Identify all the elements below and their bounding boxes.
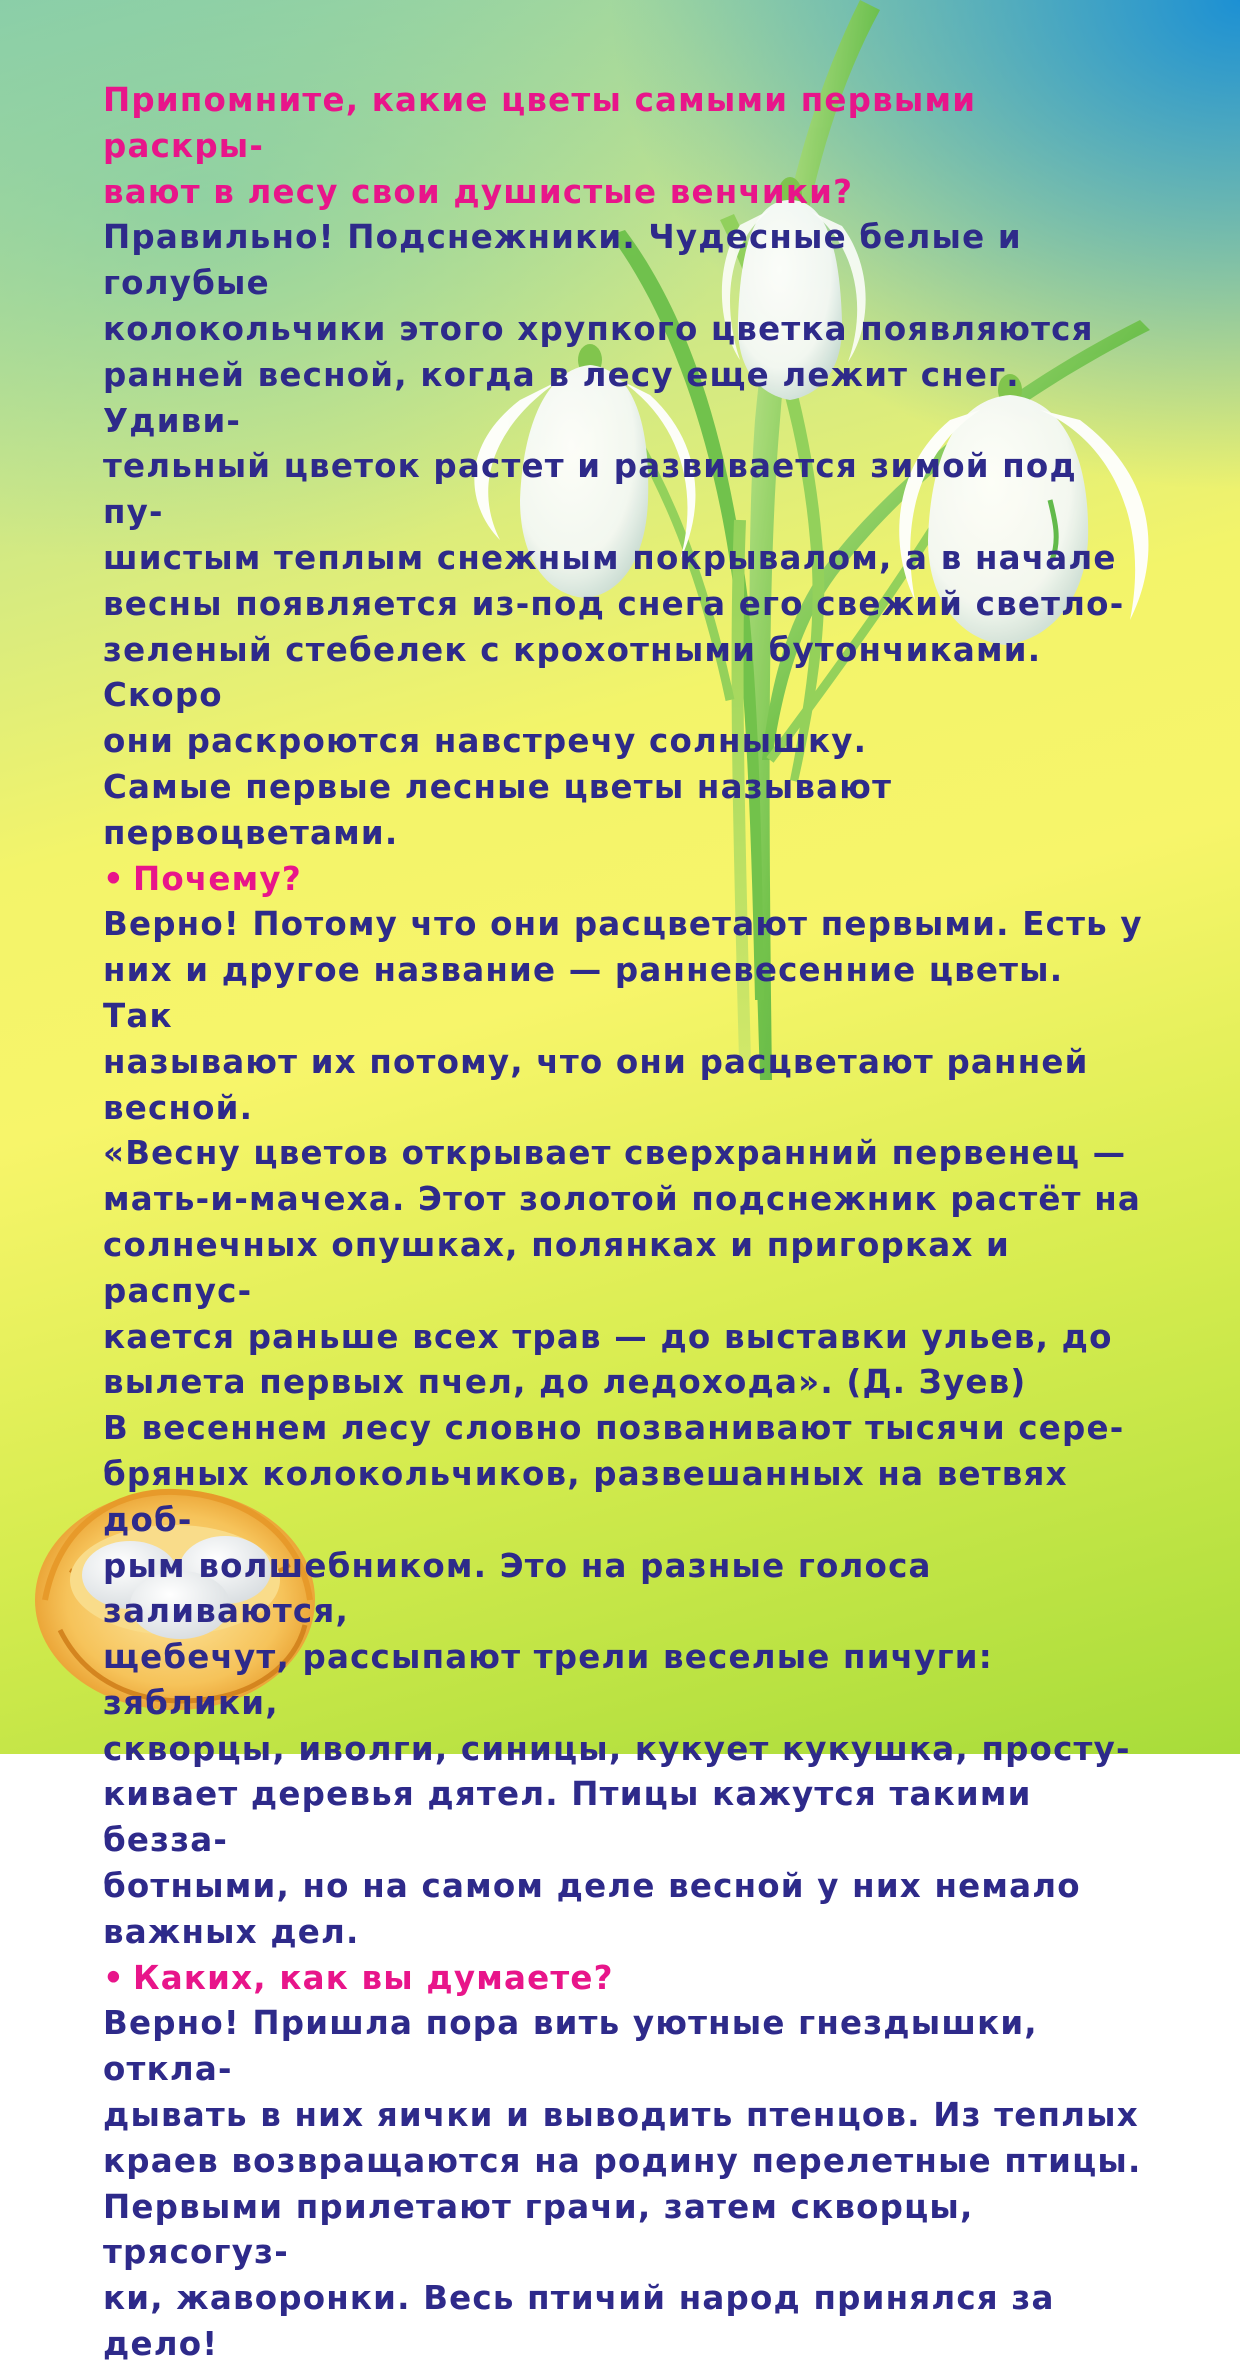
bullet-icon: •	[103, 859, 125, 898]
text-line: весной.	[103, 1088, 254, 1127]
text-line: Верно! Потому что они расцветают первыми. Есть у	[103, 905, 1143, 944]
text-line: Каких, как вы думаете?	[132, 1958, 614, 1997]
text-line: кивает деревья дятел. Птицы кажутся такими безза-	[103, 1775, 1032, 1860]
text-line: краев возвращаются на родину перелетные птицы.	[103, 2141, 1142, 2180]
text-line: ранней весной, когда в лесу еще лежит снег. Удиви-	[103, 355, 1020, 440]
text-line: кается раньше всех трав — до выставки ульев, до	[103, 1317, 1113, 1356]
snowdrop-paragraph	[103, 215, 1143, 765]
bullet-icon: •	[103, 1958, 125, 1997]
text-line: «Весну цветов открывает сверхранний первенец —	[103, 1134, 1127, 1173]
text-line: солнечных опушках, полянках и пригорках и распус-	[103, 1225, 1010, 1310]
text-line: называют их потому, что они расцветают ранней	[103, 1042, 1089, 1081]
answer-paragraph	[103, 902, 1143, 1131]
text-line: Правильно! Подснежники. Чудесные белые и голубые	[103, 218, 1022, 303]
text-line: вают в лесу свои душистые венчики?	[103, 172, 854, 211]
text-line: колокольчики этого хрупкого цветка появляются	[103, 309, 1094, 348]
text-line: Верно! Пришла пора вить уютные гнездышки, откла-	[103, 2004, 1038, 2089]
text-line: дывать в них яички и выводить птенцов. Из теплых	[103, 2096, 1139, 2135]
text-line: бряных колокольчиков, развешанных на ветвях доб-	[103, 1454, 1068, 1539]
text-line: Самые первые лесные цветы называют первоцветами.	[103, 767, 893, 852]
text-line: зеленый стебелек с крохотными бутончиками. Скоро	[103, 630, 1042, 715]
text-line: они раскроются навстречу солнышку.	[103, 722, 868, 761]
text-line: Почему?	[132, 859, 302, 898]
text-line: ки, жаворонки. Весь птичий народ принялся за дело!	[103, 2279, 1055, 2364]
text-line: скворцы, иволги, синицы, кукует кукушка, просту-	[103, 1729, 1131, 1768]
question-why	[103, 857, 1143, 903]
text-line: мать-и-мачеха. Этот золотой подснежник растёт на	[103, 1180, 1142, 1219]
text-line: ботными, но на самом деле весной у них немало	[103, 1867, 1081, 1906]
text-line: шистым теплым снежным покрывалом, а в начале	[103, 538, 1117, 577]
question-which	[103, 1956, 1143, 2002]
text-line: вылета первых пчел, до ледохода». (Д. Зуев)	[103, 1363, 1027, 1402]
primroses-paragraph	[103, 765, 1143, 857]
text-line: В весеннем лесу словно позванивают тысячи сере-	[103, 1409, 1125, 1448]
quote-paragraph	[103, 1131, 1143, 1406]
text-line: важных дел.	[103, 1912, 360, 1951]
article-text	[103, 78, 1143, 2368]
text-line: щебечут, рассыпают трели веселые пичуги: зяблики,	[103, 1638, 993, 1722]
text-line: рым волшебником. Это на разные голоса заливаются,	[103, 1546, 932, 1631]
question-paragraph	[103, 78, 1143, 215]
birds-paragraph	[103, 1406, 1143, 1956]
text-line: них и другое название — ранневесенние цветы. Так	[103, 951, 1064, 1035]
text-line: Припомните, какие цветы самыми первыми раскры-	[103, 81, 977, 165]
text-line: тельный цветок растет и развивается зимой под пу-	[103, 447, 1077, 532]
text-line: весны появляется из-под снега его свежий светло-	[103, 584, 1125, 623]
text-line: Первыми прилетают грачи, затем скворцы, трясогуз-	[103, 2187, 974, 2272]
nesting-paragraph	[103, 2001, 1143, 2367]
